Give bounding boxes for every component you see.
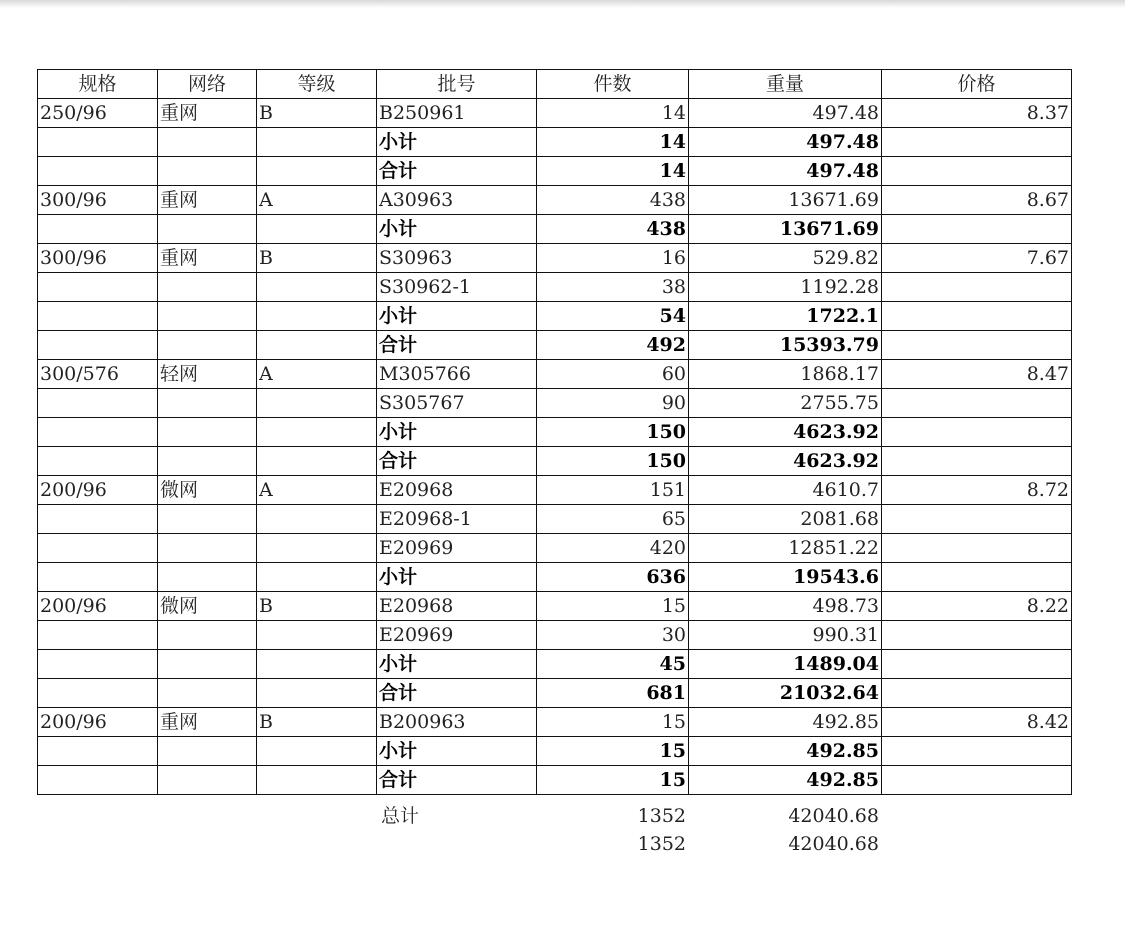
subtotal-count: 15 [537,737,689,766]
table-row [38,621,1072,650]
grand-total-count-repeat: 1352 [637,833,686,855]
cell-spec [38,766,158,795]
cell-net: 重网 [158,186,257,215]
cell-spec: 200/96 [38,708,158,737]
cell-net [158,273,257,302]
cell-spec [38,505,158,534]
cell-grade [257,766,377,795]
grand-total-count: 1352 [637,805,686,827]
cell-net [158,302,257,331]
total-row [38,157,1072,186]
subtotal-label: 小计 [377,302,537,331]
table-row [38,534,1072,563]
cell-price [882,273,1072,302]
cell-price [882,534,1072,563]
cell-weight: 13671.69 [689,186,882,215]
total-weight: 497.48 [689,157,882,186]
cell-net: 轻网 [158,360,257,389]
cell-count: 16 [537,244,689,273]
cell-count: 14 [537,99,689,128]
subtotal-count: 45 [537,650,689,679]
header-count: 件数 [537,70,689,99]
table-row [38,360,1072,389]
total-label: 合计 [377,157,537,186]
table-row [38,476,1072,505]
total-row [38,447,1072,476]
cell-count: 38 [537,273,689,302]
cell-price [882,650,1072,679]
subtotal-weight: 19543.6 [689,563,882,592]
cell-price [882,302,1072,331]
cell-weight: 1868.17 [689,360,882,389]
cell-price [882,621,1072,650]
cell-net [158,766,257,795]
subtotal-count: 14 [537,128,689,157]
cell-grade [257,157,377,186]
cell-grade: A [257,360,377,389]
cell-grade [257,505,377,534]
cell-spec [38,331,158,360]
cell-spec [38,418,158,447]
cell-count: 60 [537,360,689,389]
total-count: 150 [537,447,689,476]
cell-grade [257,215,377,244]
cell-net [158,418,257,447]
cell-batch: E20968-1 [377,505,537,534]
cell-grade [257,447,377,476]
cell-spec [38,563,158,592]
cell-net [158,128,257,157]
subtotal-count: 150 [537,418,689,447]
header-weight: 重量 [689,70,882,99]
cell-batch: E20968 [377,592,537,621]
cell-weight: 990.31 [689,621,882,650]
cell-net [158,331,257,360]
table-row [38,505,1072,534]
cell-grade [257,128,377,157]
cell-spec: 250/96 [38,99,158,128]
cell-grade: B [257,592,377,621]
cell-net [158,534,257,563]
cell-count: 90 [537,389,689,418]
cell-weight: 4610.7 [689,476,882,505]
cell-net: 重网 [158,99,257,128]
spreadsheet-table [37,69,1072,795]
table-row [38,592,1072,621]
subtotal-row [38,128,1072,157]
cell-batch: S30962-1 [377,273,537,302]
cell-count: 65 [537,505,689,534]
total-count: 492 [537,331,689,360]
cell-grade [257,302,377,331]
cell-grade: B [257,244,377,273]
header-spec: 规格 [38,70,158,99]
cell-net [158,389,257,418]
cell-count: 420 [537,534,689,563]
subtotal-label: 小计 [377,563,537,592]
total-label: 合计 [377,679,537,708]
cell-net: 微网 [158,592,257,621]
cell-price [882,447,1072,476]
total-count: 681 [537,679,689,708]
cell-price: 8.72 [882,476,1072,505]
cell-weight: 1192.28 [689,273,882,302]
total-label: 合计 [377,766,537,795]
header-price: 价格 [882,70,1072,99]
table-row [38,99,1072,128]
header-row [38,70,1072,99]
cell-batch: S30963 [377,244,537,273]
cell-grade: A [257,476,377,505]
cell-price [882,737,1072,766]
cell-grade: B [257,708,377,737]
cell-spec [38,389,158,418]
cell-weight: 497.48 [689,99,882,128]
cell-grade [257,331,377,360]
cell-net: 重网 [158,244,257,273]
subtotal-label: 小计 [377,650,537,679]
total-weight: 4623.92 [689,447,882,476]
cell-spec [38,534,158,563]
cell-grade [257,679,377,708]
cell-count: 15 [537,708,689,737]
cell-spec [38,157,158,186]
cell-price [882,766,1072,795]
header-grade: 等级 [257,70,377,99]
subtotal-weight: 1722.1 [689,302,882,331]
cell-net [158,215,257,244]
cell-weight: 492.85 [689,708,882,737]
subtotal-row [38,215,1072,244]
cell-batch: S305767 [377,389,537,418]
cell-spec [38,679,158,708]
table-row [38,708,1072,737]
subtotal-label: 小计 [377,128,537,157]
cell-grade [257,737,377,766]
cell-batch: A30963 [377,186,537,215]
cell-price: 8.37 [882,99,1072,128]
cell-grade [257,621,377,650]
total-row [38,331,1072,360]
grand-total-label: 总计 [381,805,420,827]
header-net: 网络 [158,70,257,99]
subtotal-row [38,418,1072,447]
subtotal-weight: 1489.04 [689,650,882,679]
cell-count: 30 [537,621,689,650]
subtotal-weight: 492.85 [689,737,882,766]
cell-batch: B250961 [377,99,537,128]
cell-grade [257,650,377,679]
cell-net: 重网 [158,708,257,737]
cell-grade [257,389,377,418]
total-weight: 21032.64 [689,679,882,708]
cell-grade [257,273,377,302]
subtotal-label: 小计 [377,418,537,447]
table-row [38,273,1072,302]
cell-net [158,157,257,186]
cell-spec: 300/96 [38,186,158,215]
total-row [38,679,1072,708]
subtotal-weight: 13671.69 [689,215,882,244]
cell-batch: M305766 [377,360,537,389]
cell-spec: 200/96 [38,592,158,621]
total-weight: 492.85 [689,766,882,795]
subtotal-label: 小计 [377,215,537,244]
cell-grade: A [257,186,377,215]
cell-grade [257,534,377,563]
table-row [38,244,1072,273]
subtotal-count: 438 [537,215,689,244]
cell-count: 151 [537,476,689,505]
cell-price: 8.42 [882,708,1072,737]
cell-price [882,679,1072,708]
page-top-shadow [0,0,1125,8]
subtotal-label: 小计 [377,737,537,766]
cell-price: 8.22 [882,592,1072,621]
cell-price [882,418,1072,447]
cell-net: 微网 [158,476,257,505]
cell-spec: 300/576 [38,360,158,389]
cell-price: 8.67 [882,186,1072,215]
cell-price [882,215,1072,244]
cell-weight: 2755.75 [689,389,882,418]
cell-count: 15 [537,592,689,621]
cell-weight: 498.73 [689,592,882,621]
cell-price [882,157,1072,186]
subtotal-count: 54 [537,302,689,331]
cell-price [882,389,1072,418]
cell-spec: 200/96 [38,476,158,505]
cell-net [158,737,257,766]
subtotal-row [38,650,1072,679]
cell-spec [38,302,158,331]
cell-spec [38,128,158,157]
grand-total-weight-repeat: 42040.68 [788,833,879,855]
cell-net [158,650,257,679]
cell-net [158,505,257,534]
cell-count: 438 [537,186,689,215]
cell-spec [38,621,158,650]
subtotal-row [38,563,1072,592]
total-label: 合计 [377,447,537,476]
cell-weight: 2081.68 [689,505,882,534]
cell-price: 8.47 [882,360,1072,389]
cell-batch: B200963 [377,708,537,737]
cell-spec [38,650,158,679]
cell-batch: E20968 [377,476,537,505]
cell-price [882,563,1072,592]
subtotal-weight: 4623.92 [689,418,882,447]
table-row [38,186,1072,215]
cell-net [158,447,257,476]
cell-weight: 12851.22 [689,534,882,563]
header-batch: 批号 [377,70,537,99]
cell-net [158,679,257,708]
subtotal-row [38,737,1072,766]
cell-price [882,505,1072,534]
cell-net [158,563,257,592]
cell-batch: E20969 [377,621,537,650]
total-weight: 15393.79 [689,331,882,360]
table-row [38,389,1072,418]
total-row [38,766,1072,795]
cell-weight: 529.82 [689,244,882,273]
cell-grade: B [257,99,377,128]
subtotal-row [38,302,1072,331]
total-count: 15 [537,766,689,795]
cell-net [158,621,257,650]
total-label: 合计 [377,331,537,360]
cell-grade [257,418,377,447]
cell-spec: 300/96 [38,244,158,273]
cell-price [882,331,1072,360]
cell-spec [38,447,158,476]
cell-spec [38,737,158,766]
cell-price [882,128,1072,157]
cell-grade [257,563,377,592]
total-count: 14 [537,157,689,186]
subtotal-weight: 497.48 [689,128,882,157]
grand-total-weight: 42040.68 [788,805,879,827]
cell-spec [38,273,158,302]
table-body [38,99,1072,795]
cell-batch: E20969 [377,534,537,563]
cell-spec [38,215,158,244]
cell-price: 7.67 [882,244,1072,273]
subtotal-count: 636 [537,563,689,592]
